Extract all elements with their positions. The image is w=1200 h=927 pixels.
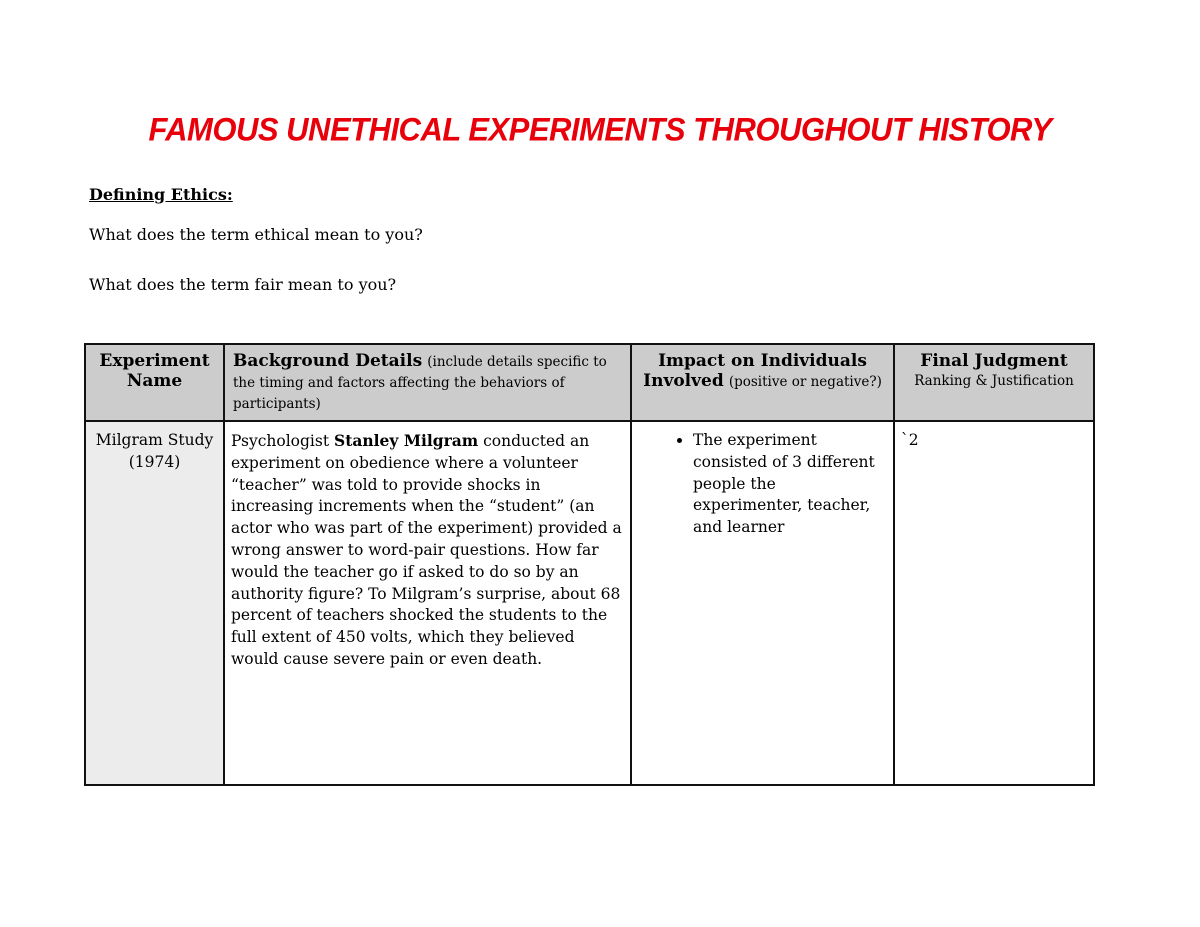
question-fair: What does the term fair mean to you? bbox=[89, 275, 397, 294]
table-header-row bbox=[85, 344, 1094, 421]
header-final-judgment: Final Judgment Ranking & Justification bbox=[894, 344, 1094, 421]
question-ethical: What does the term ethical mean to you? bbox=[89, 225, 423, 244]
cell-background-details[interactable]: Psychologist Stanley Milgram conducted an experiment on obedience where a volunteer “teacher” was told to provide shocks in increasing increments when the “student” (an actor who was part of the experiment) provided a wrong answer to word-pair questions. How far would the teacher go if asked to do so by an authority figure? To Milgram’s surprise, about 68 percent of teachers shocked the students to the full extent of 450 volts, which they believed would cause severe pain or even death. bbox=[224, 421, 631, 785]
page-title: FAMOUS UNETHICAL EXPERIMENTS THROUGHOUT HISTORY bbox=[148, 111, 1052, 148]
cell-final-judgment[interactable]: `2 bbox=[894, 421, 1094, 785]
impact-list bbox=[638, 430, 887, 539]
table-row bbox=[85, 421, 1094, 785]
experiments-table bbox=[84, 343, 1095, 786]
cell-impact[interactable] bbox=[631, 421, 894, 785]
header-background-details: Background Details (include details specific to the timing and factors affecting the behaviors of participants) bbox=[224, 344, 631, 421]
header-experiment-name: Experiment Name bbox=[85, 344, 224, 421]
section-heading-defining-ethics: Defining Ethics: bbox=[89, 185, 233, 204]
scientist-name: Stanley Milgram bbox=[334, 431, 479, 450]
list-item: • The experiment consisted of 3 different people the experimenter, teacher, and learner bbox=[693, 430, 887, 539]
header-impact: Impact on Individuals Involved (positive or negative?) bbox=[631, 344, 894, 421]
cell-experiment-name[interactable]: Milgram Study (1974) bbox=[85, 421, 224, 785]
